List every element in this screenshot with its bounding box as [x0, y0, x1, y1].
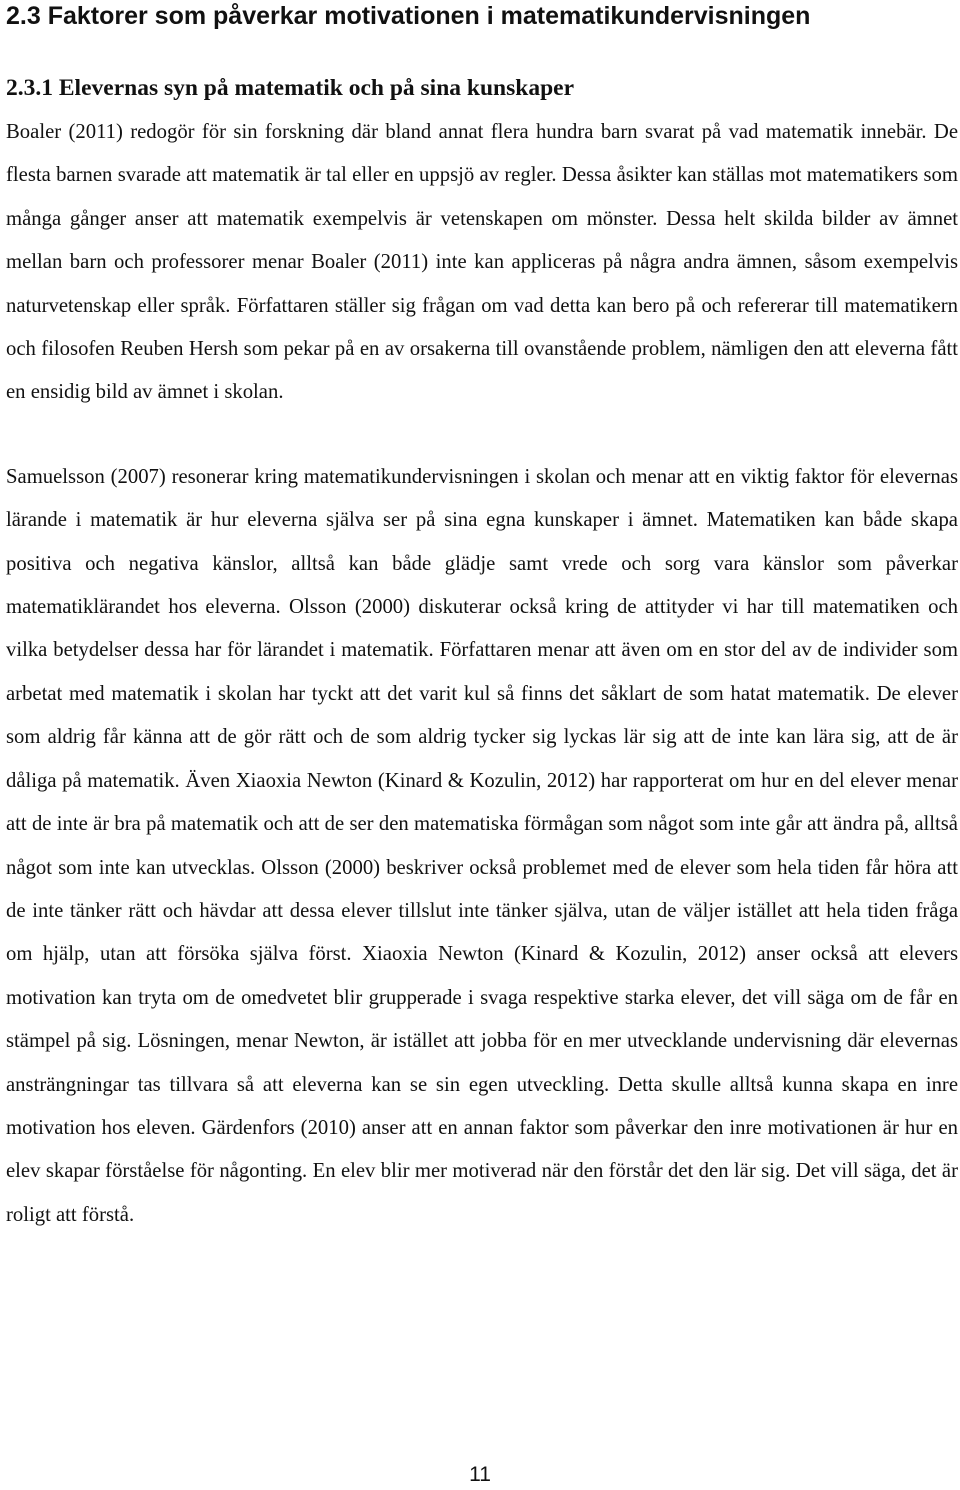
paragraph-boaler: Boaler (2011) redogör för sin forskning där bland annat flera hundra barn svarat på vad matematik innebär. De flesta barnen svarade att matematik är tal eller en uppsjö av regler. Dessa åsikter kan ställas mot matematikers som många gånger anser att matematik exempelvis är vetenskapen om mönster. Dessa helt skilda bilder av ämnet mellan barn och professorer menar Boaler (2011) inte kan appliceras på några andra ämnen, såsom exempelvis naturvetenskap eller språk. Författaren ställer sig frågan om vad detta kan bero på och refererar till matematikern och filosofen Reuben Hersh som pekar på en av orsakerna till ovanstående problem, nämligen den att eleverna fått en ensidig bild av ämnet i skolan.	[6, 121, 958, 404]
subsection-heading: 2.3.1 Elevernas syn på matematik och på sina kunskaper	[6, 75, 574, 101]
page-number: 11	[469, 1463, 491, 1486]
section-heading: 2.3 Faktorer som påverkar motivationen i matematikundervisningen	[6, 2, 811, 30]
document-page	[6, 0, 958, 1237]
paragraph-samuelsson: Samuelsson (2007) resonerar kring matematikundervisningen i skolan och menar att en viktig faktor för elevernas lärande i matematik är hur eleverna själva ser på sina egna kunskaper i ämnet. Matematiken kan både skapa positiva och negativa känslor, alltså kan både glädje samt vrede och sorg vara känslor som påverkar matematiklärandet hos eleverna. Olsson (2000) diskuterar också kring de attityder vi har till matematiken och vilka betydelser dessa har för lärandet i matematik. Författaren menar att även om en stor del av de individer som arbetat med matematik i skolan har tyckt att det varit kul så finns det såklart de som hatat matematik. De elever som aldrig får känna att de gör rätt och de som aldrig tycker sig lyckas lär sig att de inte kan lära sig, att de är dåliga på matematik. Även Xiaoxia Newton (Kinard & Kozulin, 2012) har rapporterat om hur en del elever menar att de inte är bra på matematik och att de ser den matematiska förmågan som något som inte går att ändra på, alltså något som inte kan utvecklas. Olsson (2000) beskriver också problemet med de elever som hela tiden får höra att de inte tänker rätt och hävdar att dessa elever tillslut inte tänker själva, utan de väljer istället att hela tiden fråga om hjälp, utan att försöka själva först. Xiaoxia Newton (Kinard & Kozulin, 2012) anser också att elevers motivation kan tryta om de omedvetet blir grupperade i svaga respektive starka elever, det vill säga om de får en stämpel på sig. Lösningen, menar Newton, är istället att jobba för en mer utvecklande undervisning där elevernas ansträngningar tas tillvara så att eleverna kan se sin egen utveckling. Detta skulle alltså kunna skapa en inre motivation hos eleven. Gärdenfors (2010) anser att en annan faktor som påverkar den inre motivationen är hur en elev skapar förståelse för någonting. En elev blir mer motiverad när den förstår det den lär sig. Det vill säga, det är roligt att förstå.	[6, 465, 958, 1226]
